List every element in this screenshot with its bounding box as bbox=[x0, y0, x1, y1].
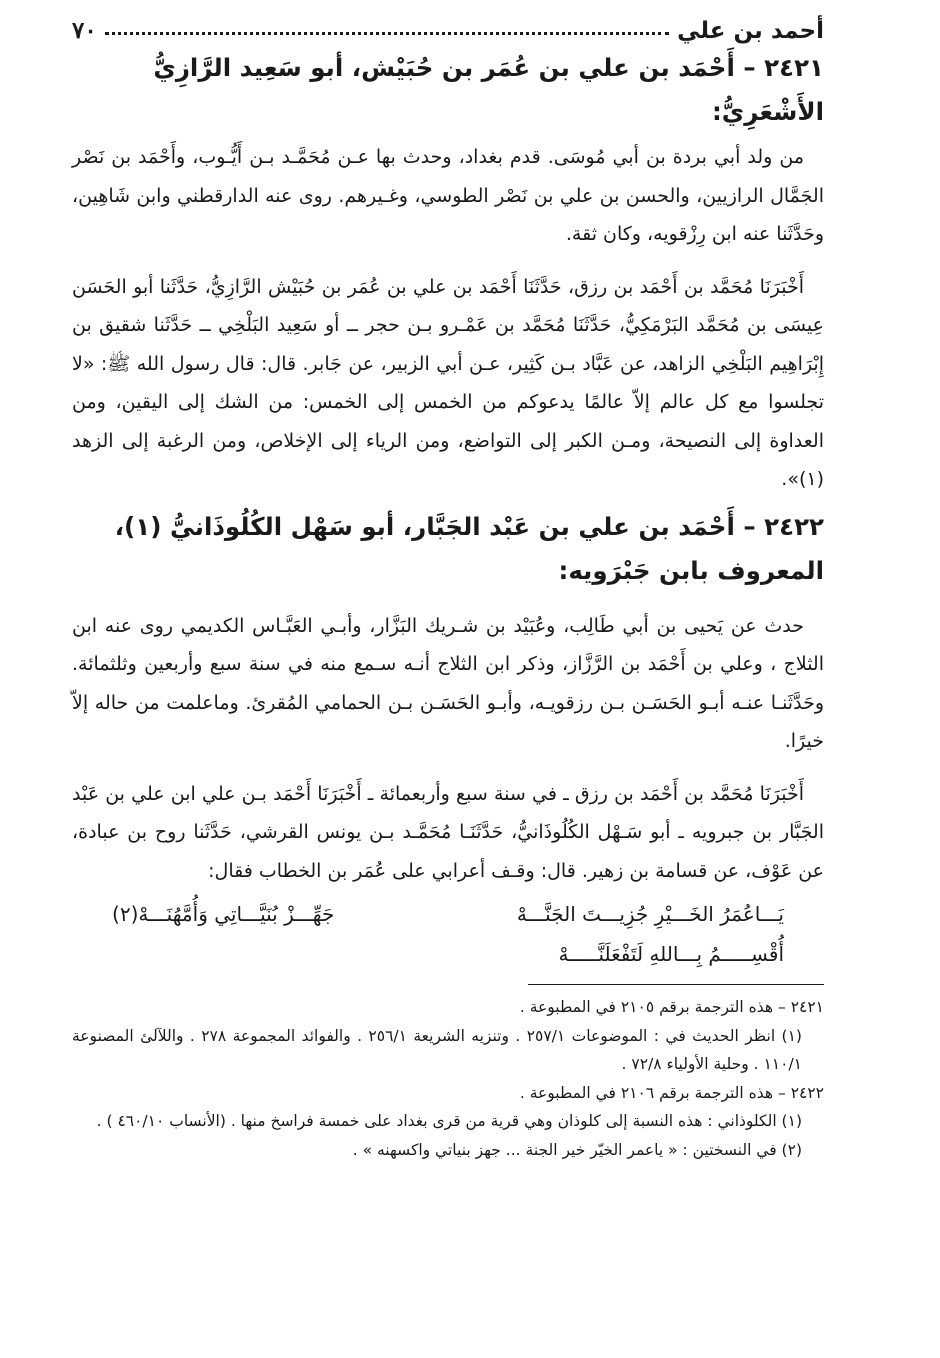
poem-verse-1 bbox=[72, 894, 824, 934]
entry-2422-isnad bbox=[72, 775, 824, 891]
entry-2422-paragraph-1: حدث عن يَحيى بن أبي طَالِب، وعُبَيْد بن شـريك البَزَّار، وأبـي العَبَّـاس الكديمي روى عنه ابن الثلاج ، وعلي بن أَحْمَد بن الرَّزَّاز، وذكر ابن الثلاج أنـه سـمع منه في سنة سبع وأربعين وثلثمائة. وحَدَّثَنـا عنـه أبـو الحَسَـن بـن رزقويـه، وأبـو الحَسَـن بـن الحمامي المُقرئ. وماعلمت من حاله إلاّ خيرًا. bbox=[72, 614, 824, 752]
book-page bbox=[72, 4, 824, 1164]
running-title: أحمد بن علي bbox=[677, 18, 824, 44]
poem-verses bbox=[72, 894, 824, 974]
entry-2421-hadith bbox=[72, 268, 824, 499]
poem-verse-2-first-hemistich: أُقْسِـــــمُ بِـــاللهِ لَتَفْعَلَنَّـــــهْ bbox=[558, 942, 784, 966]
poem-verse-2 bbox=[72, 934, 824, 974]
header-dotted-leader bbox=[105, 32, 669, 35]
page-header bbox=[72, 4, 824, 44]
entry-2422-paragraph-2: أَخْبَرَنَا مُحَمَّد بن أَحْمَد بن رزق ـ في سنة سبع وأربعمائة ـ أَخْبَرَنَا أَحْمَد بـن علي ابن علي بن عَبْد الجَبَّار بن جبرويه ـ أبو سَـهْل الكُلُوذَانيُّ، حَدَّثَنَـا مُحَمَّـد بـن يونس القرشي، حَدَّثَنا روح بن عبادة، عن عَوْف، عن قسامة بن زهير. قال: وقـف أعرابي على عُمَر بن الخطاب فقال: bbox=[72, 782, 824, 882]
entry-title-2422: ٢٤٢٢ – أَحْمَد بن علي بن عَبْد الجَبَّار، أبو سَهْل الكُلُوذَانيُّ (١)، المعروف بابن جَبْرَويه: bbox=[114, 511, 824, 585]
poem-verse-1-second-hemistich: جَهِّـــزْ بُنَيَّـــاتِي وَأُمَّهُنَـــهْ(٢) bbox=[112, 902, 335, 926]
footnote-separator bbox=[528, 984, 824, 985]
entry-2422-body bbox=[72, 607, 824, 761]
footnotes bbox=[72, 993, 824, 1164]
footnote-2422-1: (١) الكلوذاني : هذه النسبة إلى كلوذان وهي قرية من قرى بغداد على خمسة فراسخ منها . (الأنساب ٤٦٠/١٠ ) . bbox=[96, 1112, 802, 1130]
footnote-2422-2: (٢) في النسختين : « ياعمر الخيّر خير الجنة ... جهز بنياتي واكسهنه » . bbox=[352, 1140, 802, 1159]
page-number: ٧٠ bbox=[72, 17, 97, 44]
footnote-entry-2422: ٢٤٢٢ – هذه الترجمة برقم ٢١٠٦ في المطبوعة . bbox=[519, 1083, 824, 1102]
poem-verse-1-first-hemistich: يَـــاعُمَرُ الخَـــيْرِ جُزِيـــتَ الجَنَّـــهْ bbox=[516, 902, 784, 926]
entry-2421-paragraph-2: أَخْبَرَنَا مُحَمَّد بن أَحْمَد بن رزق، حَدَّثَنَا أَحْمَد بن علي بن عُمَر بن حُبَيْش الرَّازِيُّ، حَدَّثَنا أبو الحَسَن عِيسَى بن مُحَمَّد البَرْمَكِيُّ، حَدَّثَنَا مُحَمَّد بن عَمْـرو بـن حجر ــ أو سَعِيد البَلْخِي ــ حَدَّثَنا شقيق بن إِبْرَاهِيم البَلْخِي الزاهد، عن عَبَّاد بـن كَثِير، عـن أبي الزبير، عن جَابر. قال: قال رسول الله ﷺ: «لا تجلسوا مع كل عالم إلاّ عالمًا يدعوكم من الخمس إلى الخمس: من الشك إلى اليقين، ومن العداوة إلى النصيحة، ومـن الكبر إلى التواضع، ومن الرياء إلى الإخلاص، ومن الرغبة إلى الزهد (١)». bbox=[72, 275, 824, 490]
entry-title-2421: ٢٤٢١ – أَحْمَد بن علي بن عُمَر بن حُبَيْش، أبو سَعِيد الرَّازِيُّ الأَشْعَرِيُّ: bbox=[153, 53, 824, 126]
entry-2421-body bbox=[72, 138, 824, 254]
entry-2421-paragraph-1: من ولد أبي بردة بن أبي مُوسَى. قدم بغداد، وحدث بها عـن مُحَمَّـد بـن أَيُّـوب، وأَحْمَد بن نَصْر الجَمَّال الرازيين، والحسن بن علي بن نَصْر الطوسي، وغـيرهم. روى عنه الدارقطني وابن شَاهِين، وحَدَّثَنا عنه ابن رِزْقويه، وكان ثقة. bbox=[72, 146, 824, 245]
footnote-entry-2421: ٢٤٢١ – هذه الترجمة برقم ٢١٠٥ في المطبوعة . bbox=[519, 998, 824, 1016]
footnote-2421-1: (١) انظر الحديث في : الموضوعات ٢٥٧/١ . وتنزيه الشريعة ٢٥٦/١ . والفوائد المجموعة ٢٧٨ . واللآلئ المصنوعة ١١٠/١ . وحلية الأولياء ٧٢/٨ . bbox=[72, 1026, 802, 1073]
